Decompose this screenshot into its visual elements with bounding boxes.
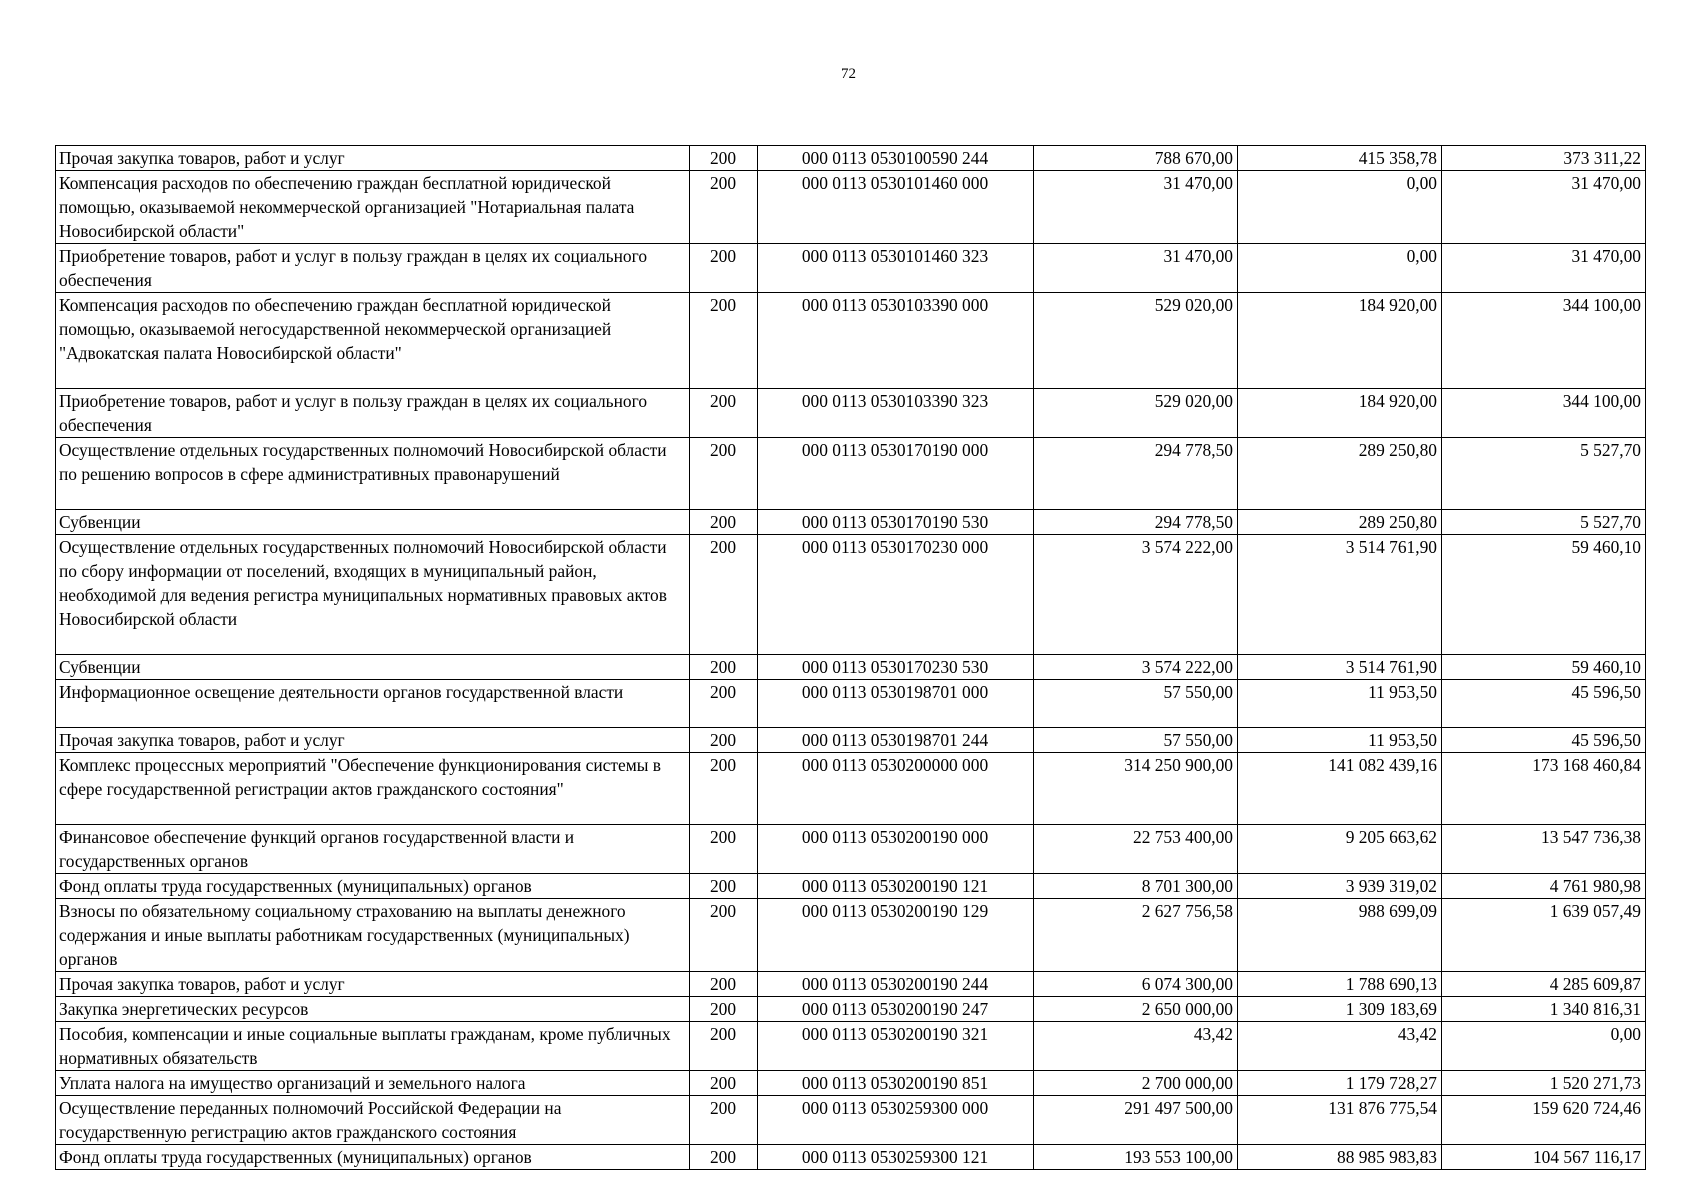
expense-name-cell: Закупка энергетических ресурсов [56,997,690,1022]
budget-table-body [56,146,1646,1170]
approved-amount-cell: 2 650 000,00 [1034,997,1238,1022]
budget-classification-code-cell: 000 0113 0530200190 129 [758,899,1034,972]
budget-classification-code-cell: 000 0113 0530103390 000 [758,293,1034,389]
budget-classification-code-cell: 000 0113 0530198701 244 [758,728,1034,753]
table-row [56,972,1646,997]
remaining-amount-cell: 31 470,00 [1442,244,1646,293]
line-code-cell: 200 [690,728,758,753]
budget-classification-code-cell: 000 0113 0530101460 000 [758,171,1034,244]
expense-name-cell: Фонд оплаты труда государственных (муниципальных) органов [56,1145,690,1170]
approved-amount-cell: 8 701 300,00 [1034,874,1238,899]
table-row [56,244,1646,293]
approved-amount-cell: 193 553 100,00 [1034,1145,1238,1170]
table-row [56,899,1646,972]
executed-amount-cell: 184 920,00 [1238,293,1442,389]
approved-amount-cell: 291 497 500,00 [1034,1096,1238,1145]
expense-name-cell: Финансовое обеспечение функций органов государственной власти и государственных органов [56,825,690,874]
expense-name-cell: Прочая закупка товаров, работ и услуг [56,728,690,753]
expense-name-cell: Уплата налога на имущество организаций и земельного налога [56,1071,690,1096]
budget-classification-code-cell: 000 0113 0530200000 000 [758,753,1034,825]
expense-name-cell: Субвенции [56,655,690,680]
budget-classification-code-cell: 000 0113 0530200190 244 [758,972,1034,997]
line-code-cell: 200 [690,171,758,244]
budget-classification-code-cell: 000 0113 0530200190 000 [758,825,1034,874]
remaining-amount-cell: 344 100,00 [1442,389,1646,438]
line-code-cell: 200 [690,1096,758,1145]
expense-name-cell: Взносы по обязательному социальному страхованию на выплаты денежного содержания и иные выплаты работникам государственных (муниципальных) органов [56,899,690,972]
line-code-cell: 200 [690,1071,758,1096]
executed-amount-cell: 3 514 761,90 [1238,655,1442,680]
line-code-cell: 200 [690,1022,758,1071]
table-row [56,1071,1646,1096]
table-row [56,753,1646,825]
remaining-amount-cell: 159 620 724,46 [1442,1096,1646,1145]
approved-amount-cell: 2 627 756,58 [1034,899,1238,972]
remaining-amount-cell: 4 761 980,98 [1442,874,1646,899]
budget-classification-code-cell: 000 0113 0530200190 121 [758,874,1034,899]
approved-amount-cell: 294 778,50 [1034,438,1238,510]
budget-classification-code-cell: 000 0113 0530101460 323 [758,244,1034,293]
expense-name-cell: Осуществление отдельных государственных полномочий Новосибирской области по решению вопросов в сфере административных правонарушений [56,438,690,510]
executed-amount-cell: 88 985 983,83 [1238,1145,1442,1170]
line-code-cell: 200 [690,825,758,874]
approved-amount-cell: 3 574 222,00 [1034,655,1238,680]
line-code-cell: 200 [690,899,758,972]
approved-amount-cell: 57 550,00 [1034,728,1238,753]
expense-name-cell: Прочая закупка товаров, работ и услуг [56,146,690,171]
approved-amount-cell: 22 753 400,00 [1034,825,1238,874]
line-code-cell: 200 [690,874,758,899]
table-row [56,535,1646,655]
remaining-amount-cell: 1 340 816,31 [1442,997,1646,1022]
remaining-amount-cell: 45 596,50 [1442,680,1646,728]
approved-amount-cell: 57 550,00 [1034,680,1238,728]
line-code-cell: 200 [690,535,758,655]
budget-classification-code-cell: 000 0113 0530170230 530 [758,655,1034,680]
expense-name-cell: Компенсация расходов по обеспечению граждан бесплатной юридической помощью, оказываемой некоммерческой организацией "Нотариальная палата Новосибирской области" [56,171,690,244]
table-row [56,825,1646,874]
line-code-cell: 200 [690,389,758,438]
table-row [56,728,1646,753]
executed-amount-cell: 0,00 [1238,171,1442,244]
line-code-cell: 200 [690,680,758,728]
budget-classification-code-cell: 000 0113 0530100590 244 [758,146,1034,171]
approved-amount-cell: 3 574 222,00 [1034,535,1238,655]
executed-amount-cell: 131 876 775,54 [1238,1096,1442,1145]
executed-amount-cell: 141 082 439,16 [1238,753,1442,825]
budget-table [55,145,1646,1170]
budget-classification-code-cell: 000 0113 0530200190 321 [758,1022,1034,1071]
remaining-amount-cell: 4 285 609,87 [1442,972,1646,997]
table-row [56,293,1646,389]
approved-amount-cell: 529 020,00 [1034,389,1238,438]
remaining-amount-cell: 13 547 736,38 [1442,825,1646,874]
line-code-cell: 200 [690,1145,758,1170]
approved-amount-cell: 788 670,00 [1034,146,1238,171]
table-row [56,655,1646,680]
remaining-amount-cell: 31 470,00 [1442,171,1646,244]
budget-classification-code-cell: 000 0113 0530170190 530 [758,510,1034,535]
executed-amount-cell: 289 250,80 [1238,438,1442,510]
budget-classification-code-cell: 000 0113 0530259300 000 [758,1096,1034,1145]
line-code-cell: 200 [690,997,758,1022]
expense-name-cell: Информационное освещение деятельности органов государственной власти [56,680,690,728]
line-code-cell: 200 [690,655,758,680]
remaining-amount-cell: 0,00 [1442,1022,1646,1071]
expense-name-cell: Фонд оплаты труда государственных (муниципальных) органов [56,874,690,899]
expense-name-cell: Приобретение товаров, работ и услуг в пользу граждан в целях их социального обеспечения [56,244,690,293]
expense-name-cell: Приобретение товаров, работ и услуг в пользу граждан в целях их социального обеспечения [56,389,690,438]
executed-amount-cell: 11 953,50 [1238,680,1442,728]
executed-amount-cell: 1 309 183,69 [1238,997,1442,1022]
executed-amount-cell: 3 939 319,02 [1238,874,1442,899]
line-code-cell: 200 [690,972,758,997]
executed-amount-cell: 1 179 728,27 [1238,1071,1442,1096]
remaining-amount-cell: 104 567 116,17 [1442,1145,1646,1170]
executed-amount-cell: 988 699,09 [1238,899,1442,972]
line-code-cell: 200 [690,146,758,171]
expense-name-cell: Осуществление переданных полномочий Российской Федерации на государственную регистрацию актов гражданского состояния [56,1096,690,1145]
remaining-amount-cell: 5 527,70 [1442,438,1646,510]
budget-classification-code-cell: 000 0113 0530200190 247 [758,997,1034,1022]
expense-name-cell: Прочая закупка товаров, работ и услуг [56,972,690,997]
expense-name-cell: Пособия, компенсации и иные социальные выплаты гражданам, кроме публичных нормативных обязательств [56,1022,690,1071]
remaining-amount-cell: 59 460,10 [1442,535,1646,655]
budget-classification-code-cell: 000 0113 0530103390 323 [758,389,1034,438]
executed-amount-cell: 3 514 761,90 [1238,535,1442,655]
table-row [56,146,1646,171]
expense-name-cell: Субвенции [56,510,690,535]
remaining-amount-cell: 344 100,00 [1442,293,1646,389]
executed-amount-cell: 1 788 690,13 [1238,972,1442,997]
executed-amount-cell: 0,00 [1238,244,1442,293]
approved-amount-cell: 6 074 300,00 [1034,972,1238,997]
line-code-cell: 200 [690,510,758,535]
expense-name-cell: Комплекс процессных мероприятий "Обеспечение функционирования системы в сфере государственной регистрации актов гражданского состояния" [56,753,690,825]
executed-amount-cell: 289 250,80 [1238,510,1442,535]
executed-amount-cell: 11 953,50 [1238,728,1442,753]
table-row [56,510,1646,535]
approved-amount-cell: 31 470,00 [1034,171,1238,244]
expense-name-cell: Компенсация расходов по обеспечению граждан бесплатной юридической помощью, оказываемой негосударственной некоммерческой организацией "Адвокатская палата Новосибирской области" [56,293,690,389]
table-row [56,1022,1646,1071]
table-row [56,438,1646,510]
line-code-cell: 200 [690,438,758,510]
line-code-cell: 200 [690,753,758,825]
table-row [56,997,1646,1022]
table-row [56,874,1646,899]
table-row [56,389,1646,438]
line-code-cell: 200 [690,293,758,389]
budget-classification-code-cell: 000 0113 0530170190 000 [758,438,1034,510]
remaining-amount-cell: 1 639 057,49 [1442,899,1646,972]
expense-name-cell: Осуществление отдельных государственных полномочий Новосибирской области по сбору информации от поселений, входящих в муниципальный район, необходимой для ведения регистра муниципальных нормативных правовых актов Новосибирской области [56,535,690,655]
table-row [56,680,1646,728]
executed-amount-cell: 415 358,78 [1238,146,1442,171]
remaining-amount-cell: 373 311,22 [1442,146,1646,171]
approved-amount-cell: 2 700 000,00 [1034,1071,1238,1096]
remaining-amount-cell: 45 596,50 [1442,728,1646,753]
budget-classification-code-cell: 000 0113 0530170230 000 [758,535,1034,655]
line-code-cell: 200 [690,244,758,293]
remaining-amount-cell: 5 527,70 [1442,510,1646,535]
table-row [56,1096,1646,1145]
executed-amount-cell: 184 920,00 [1238,389,1442,438]
approved-amount-cell: 529 020,00 [1034,293,1238,389]
page-number: 72 [841,66,856,82]
remaining-amount-cell: 173 168 460,84 [1442,753,1646,825]
executed-amount-cell: 9 205 663,62 [1238,825,1442,874]
table-row [56,1145,1646,1170]
approved-amount-cell: 314 250 900,00 [1034,753,1238,825]
remaining-amount-cell: 1 520 271,73 [1442,1071,1646,1096]
approved-amount-cell: 31 470,00 [1034,244,1238,293]
budget-classification-code-cell: 000 0113 0530259300 121 [758,1145,1034,1170]
remaining-amount-cell: 59 460,10 [1442,655,1646,680]
budget-classification-code-cell: 000 0113 0530200190 851 [758,1071,1034,1096]
executed-amount-cell: 43,42 [1238,1022,1442,1071]
budget-classification-code-cell: 000 0113 0530198701 000 [758,680,1034,728]
approved-amount-cell: 43,42 [1034,1022,1238,1071]
table-row [56,171,1646,244]
approved-amount-cell: 294 778,50 [1034,510,1238,535]
